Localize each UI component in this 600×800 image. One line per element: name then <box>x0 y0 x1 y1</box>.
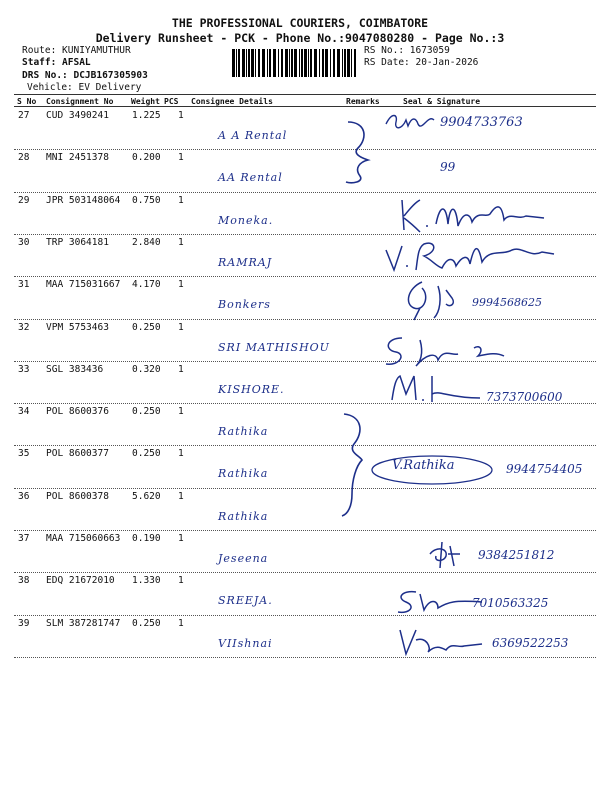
row-divider <box>14 149 596 150</box>
col-consignment: Consignment No <box>46 97 114 106</box>
row-pcs: 1 <box>178 490 184 502</box>
barcode-bar <box>333 49 335 77</box>
row-consignee-name: SRI MATHISHOU <box>218 340 330 354</box>
rs-number: RS No.: 1673059 <box>364 45 450 56</box>
row-sno: 33 <box>18 363 30 375</box>
row-weight: 4.170 <box>132 279 161 291</box>
header-top-rule <box>14 94 596 95</box>
document-subtitle: Delivery Runsheet - PCK - Phone No.:9047080280 - Page No.:3 <box>95 31 505 45</box>
signature-row33 <box>388 372 488 410</box>
row-divider <box>14 488 596 489</box>
barcode-bar <box>314 49 317 77</box>
row-sno: 39 <box>18 617 30 629</box>
row-consignment-no: MNI 2451378 <box>46 152 109 164</box>
row-sno: 35 <box>18 448 30 460</box>
phone-row37: 9384251812 <box>478 548 555 562</box>
col-weight: Weight <box>131 97 160 106</box>
barcode-bar <box>325 49 328 77</box>
vehicle-label: Vehicle: EV Delivery <box>27 82 142 93</box>
document-title: THE PROFESSIONAL COURIERS, COIMBATORE <box>171 16 429 30</box>
barcode-bar <box>310 49 312 77</box>
row-divider <box>14 657 596 658</box>
signature-row31 <box>400 278 480 326</box>
barcode-bar <box>281 49 283 77</box>
barcode-bar <box>291 49 293 77</box>
barcode-bar <box>273 49 276 77</box>
row-consignee-name: Jeseena <box>218 552 269 565</box>
barcode-bar <box>354 49 356 77</box>
phone-row28: 99 <box>440 160 456 174</box>
row-consignee-name: A A Rental <box>218 129 288 142</box>
row-weight: 2.840 <box>132 236 161 248</box>
row-divider <box>14 615 596 616</box>
row-weight: 0.250 <box>132 321 161 333</box>
signature-row38 <box>394 588 484 620</box>
row-divider <box>14 192 596 193</box>
drs-number: DRS No.: DCJB167305903 <box>22 70 148 81</box>
rs-date: RS Date: 20-Jan-2026 <box>364 57 479 68</box>
barcode-bar <box>232 49 235 77</box>
barcode-bar <box>255 49 256 77</box>
row-weight: 0.750 <box>132 194 161 206</box>
row-consignment-no: CUD 3490241 <box>46 110 109 121</box>
route-label: Route: KUNIYAMUTHUR <box>22 45 131 56</box>
row-consignee-name: RAMRAJ <box>218 255 273 269</box>
barcode-bar <box>242 49 245 77</box>
row-divider <box>14 530 596 531</box>
phone-row33: 7373700600 <box>486 390 563 404</box>
row-sno: 29 <box>18 194 30 206</box>
barcode-bar <box>299 49 300 77</box>
phone-row31: 9994568625 <box>472 296 542 309</box>
barcode-bar <box>342 49 343 77</box>
row-consignee-name: VIIshnai <box>218 636 273 650</box>
barcode-bar <box>308 49 309 77</box>
row-consignee-name: Rathika <box>218 467 269 481</box>
barcode-bar <box>319 49 320 77</box>
row-weight: 0.250 <box>132 406 161 418</box>
row-consignment-no: POL 8600376 <box>46 406 109 418</box>
row-consignee-name: KISHORE. <box>218 382 285 396</box>
barcode-bar <box>251 49 254 77</box>
row-consignee-name: AA Rental <box>218 171 283 185</box>
row-consignee-name: Moneka. <box>218 213 274 227</box>
row-pcs: 1 <box>178 236 184 248</box>
barcode-bar <box>269 49 271 77</box>
row-pcs: 1 <box>178 321 184 333</box>
row-pcs: 1 <box>178 110 184 121</box>
signature-row30 <box>382 236 557 280</box>
col-pcs: PCS <box>164 97 179 106</box>
signature-row32 <box>380 334 520 374</box>
row-consignment-no: MAA 715060663 <box>46 533 121 544</box>
row-weight: 0.320 <box>132 363 161 375</box>
barcode-bar <box>248 49 250 77</box>
row-weight: 1.330 <box>132 575 161 587</box>
row-weight: 0.250 <box>132 617 161 629</box>
row-consignment-no: VPM 5753463 <box>46 321 109 333</box>
signature-row39 <box>396 626 486 662</box>
row-consignee-name: SREEJA. <box>218 594 273 608</box>
phone-row35: 9944754405 <box>506 462 583 476</box>
barcode-bar <box>322 49 324 77</box>
row-pcs: 1 <box>178 279 184 291</box>
barcode-bar <box>347 49 350 77</box>
barcode-bar <box>351 49 352 77</box>
staff-label: Staff: AFSAL <box>22 57 91 68</box>
barcode-bar <box>344 49 346 77</box>
row-sno: 28 <box>18 152 30 164</box>
col-signature: Seal & Signature <box>403 97 481 106</box>
row-sno: 36 <box>18 490 30 502</box>
row-pcs: 1 <box>178 575 184 587</box>
row-pcs: 1 <box>178 194 184 206</box>
col-consignee: Consignee Details <box>191 97 273 106</box>
row-sno: 32 <box>18 321 30 333</box>
row-pcs: 1 <box>178 533 184 544</box>
barcode <box>232 49 358 77</box>
row-consignment-no: SLM 387281747 <box>46 617 121 629</box>
barcode-bar <box>301 49 303 77</box>
row-pcs: 1 <box>178 152 184 164</box>
phone-row27: 9904733763 <box>440 115 523 130</box>
signature-row27 <box>384 110 444 138</box>
barcode-bar <box>238 49 240 77</box>
row-weight: 0.190 <box>132 533 161 544</box>
barcode-bar <box>262 49 265 77</box>
row-consignment-no: MAA 715031667 <box>46 279 121 291</box>
signature-row29 <box>398 196 548 240</box>
row-sno: 27 <box>18 110 30 121</box>
row-consignment-no: JPR 503148064 <box>46 194 121 206</box>
row-divider <box>14 319 596 320</box>
row-consignment-no: SGL 383436 <box>46 363 104 375</box>
row-sno: 34 <box>18 406 30 418</box>
row-sno: 30 <box>18 236 30 248</box>
row-divider <box>14 445 596 446</box>
signature-row35-text: V.Rathika <box>392 458 455 473</box>
barcode-bar <box>304 49 307 77</box>
row-consignment-no: POL 8600377 <box>46 448 109 460</box>
header-bottom-rule <box>14 106 596 107</box>
phone-row38: 7010563325 <box>472 596 549 610</box>
row-sno: 37 <box>18 533 30 544</box>
row-weight: 0.200 <box>132 152 161 164</box>
row-sno: 38 <box>18 575 30 587</box>
signature-row37 <box>426 540 466 574</box>
barcode-bar <box>285 49 288 77</box>
barcode-bar <box>246 49 247 77</box>
row-pcs: 1 <box>178 406 184 418</box>
remarks-brace-icon <box>340 118 380 188</box>
row-weight: 5.620 <box>132 490 161 502</box>
phone-row39: 6369522253 <box>492 636 569 650</box>
row-pcs: 1 <box>178 617 184 629</box>
row-consignee-name: Bonkers <box>218 298 271 312</box>
barcode-bar <box>294 49 297 77</box>
barcode-bar <box>258 49 260 77</box>
row-sno: 31 <box>18 279 30 291</box>
row-weight: 1.225 <box>132 110 161 121</box>
row-consignee-name: Rathika <box>218 425 269 439</box>
row-consignment-no: EDQ 21672010 <box>46 575 115 587</box>
row-consignment-no: TRP 3064181 <box>46 236 109 248</box>
row-weight: 0.250 <box>132 448 161 460</box>
barcode-bar <box>289 49 290 77</box>
barcode-bar <box>330 49 331 77</box>
row-consignment-no: POL 8600378 <box>46 490 109 502</box>
barcode-bar <box>337 49 340 77</box>
barcode-bar <box>278 49 279 77</box>
row-pcs: 1 <box>178 363 184 375</box>
barcode-bar <box>267 49 268 77</box>
row-consignee-name: Rathika <box>218 509 269 523</box>
row-divider <box>14 572 596 573</box>
col-sno: S No <box>17 97 37 106</box>
barcode-bar <box>236 49 237 77</box>
row-pcs: 1 <box>178 448 184 460</box>
col-remarks: Remarks <box>346 97 380 106</box>
